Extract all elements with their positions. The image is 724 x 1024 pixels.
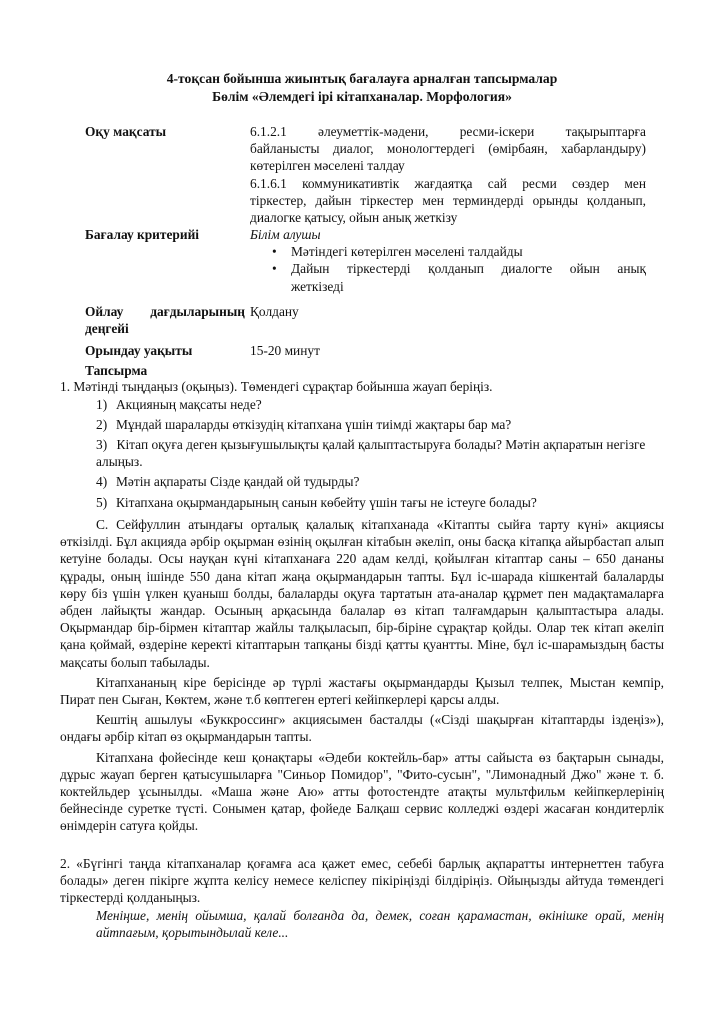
list-item xyxy=(96,396,656,413)
list-item-number: 4) xyxy=(96,474,108,490)
list-item xyxy=(96,436,656,470)
level-label-line-1: Ойлау дағдыларының xyxy=(85,304,245,319)
goal-1-line-2: байланысты диалог, монологтердегі (өмірбаян, хабарландыру) xyxy=(250,141,646,157)
criteria-item-2-line-1: Дайын тіркестерді қолданып диалогте ойын анық xyxy=(291,261,646,277)
goal-value xyxy=(250,123,646,226)
article-paragraph: Кітапхананың кіре берісінде әр түрлі жастағы оқырмандарды Қызыл телпек, Мыстан кемпір, Пират пен Сыған, Көктем, және т.б көптеген ертегі кейіпкерлері қарсы алды. xyxy=(60,674,664,708)
criteria-item-2-line-2: жеткізеді xyxy=(291,278,344,294)
list-item xyxy=(96,473,656,490)
title-line-2: Бөлім «Әлемдегі ірі кітапханалар. Морфология» xyxy=(212,88,512,104)
criteria-label: Бағалау критерийі xyxy=(85,227,200,242)
goal-1-line-3: көтерілген мәселені талдау xyxy=(250,158,405,174)
criteria-intro: Білім алушы xyxy=(250,227,321,242)
time-value: 15-20 минут xyxy=(250,343,320,358)
criteria-item-1 xyxy=(250,243,646,260)
list-item-text: Кітап оқуға деген қызығушылықты қалай қалыптастыруға болады? Мәтін ақпаратын негізге алыңыз. xyxy=(96,437,646,470)
list-item-number: 3) xyxy=(96,437,108,453)
bullet-icon: • xyxy=(272,244,277,260)
list-item-number: 5) xyxy=(96,494,108,510)
bullet-icon: • xyxy=(272,261,277,277)
goal-2-line-3: диалогке қатысу, ойын анық жеткізу xyxy=(250,210,458,226)
document-title xyxy=(60,70,664,105)
level-label xyxy=(85,303,245,337)
article-paragraph: С. Сейфуллин атындағы орталық қалалық кітапханада «Кітапты сыйға тарту күні» акциясы өткізілді. Бұл акцияда әрбір оқырман өзінің оқылған кітабын әкеліп, оны басқа кітапқа айырбастап алып кетуіне болады. Осы науқан күні кітапханаға 220 адам келді, қойылған кітаптар саны – 650 дананы құрады, оның ішінде 550 дана кітап жаңа оқырмандарын тапты. Бұл іс-шарада кішкентай балаларды көру біз үшін үлкен қуаныш болды, балаларды оқуға тартатын ата-аналар құрмет пен мадақтамаларға әбден лайықты жандар. Осының арқасында балалар өз кітап талғамдарын қалыптастыра алады. Оқырмандар бір-бірмен кітаптар жайлы талқыласып, бір-біріне сұрақтар қойды. Олар тек кітап әкеліп қана қоймай, өздеріне керекті кітаптарын тапқаны бізді қатты қуантты. Міне, бұл іс-шарамыздың басты мақсаты болып табылады. xyxy=(60,517,664,670)
goal-2-line-2: тіркестер, дайын тіркестер мен терминдерді орынды қолданып, xyxy=(250,192,646,208)
article-paragraph: Кештің ашылуы «Буккроссинг» акциясымен басталды («Сізді шақырған кітаптарды іздеңіз»), ондағы әрбір кітап өз оқырмандарын тапты. xyxy=(60,712,664,745)
level-value: Қолдану xyxy=(250,304,299,319)
goal-1-line-1: 6.1.2.1 әлеуметтік-мәдени, ресми-іскери тақырыптарға xyxy=(250,124,646,139)
title-line-1: 4-тоқсан бойынша жиынтық бағалауға арналған тапсырмалар xyxy=(166,71,558,86)
task-heading: Тапсырма xyxy=(85,363,148,378)
criteria-item-2 xyxy=(250,260,646,294)
time-label: Орындау уақыты xyxy=(85,343,193,358)
list-item-text: Кітапхана оқырмандарының санын көбейту үшін тағы не істеуге болады? xyxy=(116,494,537,510)
question-1-intro: 1. Мәтінді тыңдаңыз (оқыңыз). Төмендегі сұрақтар бойынша жауап беріңіз. xyxy=(60,379,493,394)
criteria-value xyxy=(250,226,646,295)
list-item-text: Мұндай шараларды өткізудің кітапхана үшін тиімді жақтары бар ма? xyxy=(116,417,512,433)
list-item-number: 2) xyxy=(96,417,108,433)
question-2-phrases: Менің​ше, менің ойымша, қалай болғанда да, демек, соған қарамастан, өкінішке орай, менің айтпағым, қорытындылай келе... xyxy=(96,907,664,940)
list-item-text: Акцияның мақсаты неде? xyxy=(116,397,262,412)
list-item xyxy=(96,494,656,511)
list-item xyxy=(96,416,656,433)
goal-label: Оқу мақсаты xyxy=(85,124,167,139)
article-text xyxy=(60,516,664,838)
article-paragraph: Кітапхана фойесінде кеш қонақтары «Әдеби коктейль-бар» атты сайыста өз бақтарын сынады, дұрыс жауап берген қатысушыларға "Синьор Помидор", "Фито-сусын", "Лимонадный Джо" және т. б. коктейльдер ұсынылды. «Маша және Аю» атты фотостендте атақты мультфильм кейіпкерлерінің бейнесінде суретке түсті. Сонымен қатар, фойеде Балқаш сервис колледжі өздері жасаған кондитерлік өнімдерін сатуға қойды. xyxy=(60,749,664,834)
question-2-intro: 2. «Бүгінгі таңда кітапханалар қоғамға аса қажет емес, себебі барлық ақпаратты интернеттен табуға болады» деген пікірге жұпта келісу немесе келіспеу пікіріңізді білдіріңіз. Ойыңызды айтуда төмендегі тіркестерді қолданыңыз. xyxy=(60,856,664,906)
criteria-item-1-text: Мәтіндегі көтерілген мәселені талдайды xyxy=(291,244,523,260)
question-2 xyxy=(60,855,664,941)
goal-2-line-1: 6.1.6.1 коммуникативтік жағдаятқа сай ресми сөздер мен xyxy=(250,175,646,191)
list-item-number: 1) xyxy=(96,397,108,412)
level-label-line-2: деңгейі xyxy=(85,321,129,337)
question-list xyxy=(96,396,656,514)
list-item-text: Мәтін ақпараты Сізде қандай ой тудырды? xyxy=(116,474,360,490)
